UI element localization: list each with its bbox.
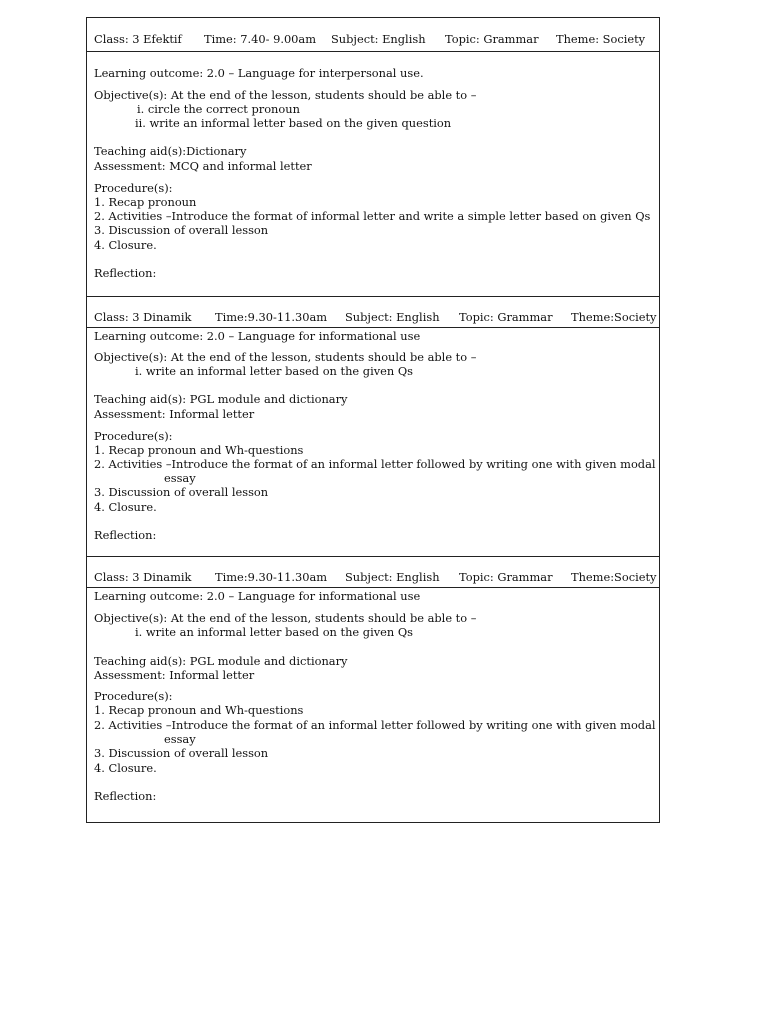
theme-label: Theme:Society <box>571 310 657 324</box>
lesson-block-1 <box>87 18 659 297</box>
procedure-item: 4. Closure. <box>94 238 157 252</box>
learning-outcome: Learning outcome: 2.0 – Language for informational use <box>94 329 421 343</box>
subject-label: Subject: English <box>345 570 440 584</box>
procedure-label: Procedure(s): <box>94 429 173 443</box>
reflection-label: Reflection: <box>94 528 157 542</box>
assessment: Assessment: MCQ and informal letter <box>94 159 312 173</box>
objective-item: i. write an informal letter based on the given Qs <box>135 625 414 639</box>
procedure-item: 1. Recap pronoun <box>94 195 197 209</box>
objective-item: i. circle the correct pronoun <box>137 102 300 116</box>
subject-label: Subject: English <box>331 32 426 46</box>
subject-label: Subject: English <box>345 310 440 324</box>
procedure-item: 3. Discussion of overall lesson <box>94 746 269 760</box>
procedure-item: 1. Recap pronoun and Wh-questions <box>94 703 304 717</box>
lesson-block-3 <box>87 557 659 822</box>
lesson-header <box>87 557 659 588</box>
learning-outcome: Learning outcome: 2.0 – Language for interpersonal use. <box>94 66 424 80</box>
procedure-item-continuation: essay <box>164 471 196 485</box>
class-label: Class: 3 Efektif <box>94 32 182 46</box>
time-label: Time:9.30-11.30am <box>215 570 328 584</box>
topic-label: Topic: Grammar <box>459 310 553 324</box>
class-label: Class: 3 Dinamik <box>94 570 192 584</box>
reflection-label: Reflection: <box>94 266 157 280</box>
lesson-header <box>87 18 659 52</box>
theme-label: Theme:Society <box>571 570 657 584</box>
procedure-item: 3. Discussion of overall lesson <box>94 485 269 499</box>
objective-item: i. write an informal letter based on the given Qs <box>135 364 414 378</box>
procedure-item-continuation: essay <box>164 732 196 746</box>
time-label: Time: 7.40- 9.00am <box>204 32 317 46</box>
assessment: Assessment: Informal letter <box>94 407 255 421</box>
procedure-item: 4. Closure. <box>94 500 157 514</box>
procedure-item: 1. Recap pronoun and Wh-questions <box>94 443 304 457</box>
procedure-item: 3. Discussion of overall lesson <box>94 223 269 237</box>
procedure-item: 2. Activities –Introduce the format of an informal letter followed by writing one with given modal <box>94 457 656 471</box>
assessment: Assessment: Informal letter <box>94 668 255 682</box>
procedure-label: Procedure(s): <box>94 689 173 703</box>
objective-item: ii. write an informal letter based on the given question <box>135 116 452 130</box>
class-label: Class: 3 Dinamik <box>94 310 192 324</box>
lesson-header <box>87 297 659 328</box>
teaching-aid: Teaching aid(s): PGL module and dictionary <box>94 392 348 406</box>
topic-label: Topic: Grammar <box>445 32 539 46</box>
teaching-aid: Teaching aid(s): PGL module and dictionary <box>94 654 348 668</box>
procedure-label: Procedure(s): <box>94 181 173 195</box>
objective-text: Objective(s): At the end of the lesson, students should be able to – <box>94 88 477 102</box>
lesson-block-2 <box>87 297 659 557</box>
learning-outcome: Learning outcome: 2.0 – Language for informational use <box>94 589 421 603</box>
teaching-aid: Teaching aid(s):Dictionary <box>94 144 247 158</box>
topic-label: Topic: Grammar <box>459 570 553 584</box>
theme-label: Theme: Society <box>556 32 646 46</box>
objective-text: Objective(s): At the end of the lesson, students should be able to – <box>94 611 477 625</box>
procedure-item: 2. Activities –Introduce the format of informal letter and write a simple letter based on given Qs <box>94 209 651 223</box>
procedure-item: 2. Activities –Introduce the format of an informal letter followed by writing one with given modal <box>94 718 656 732</box>
procedure-item: 4. Closure. <box>94 761 157 775</box>
lesson-plan-sheet <box>86 17 660 823</box>
time-label: Time:9.30-11.30am <box>215 310 328 324</box>
reflection-label: Reflection: <box>94 789 157 803</box>
objective-text: Objective(s): At the end of the lesson, students should be able to – <box>94 350 477 364</box>
